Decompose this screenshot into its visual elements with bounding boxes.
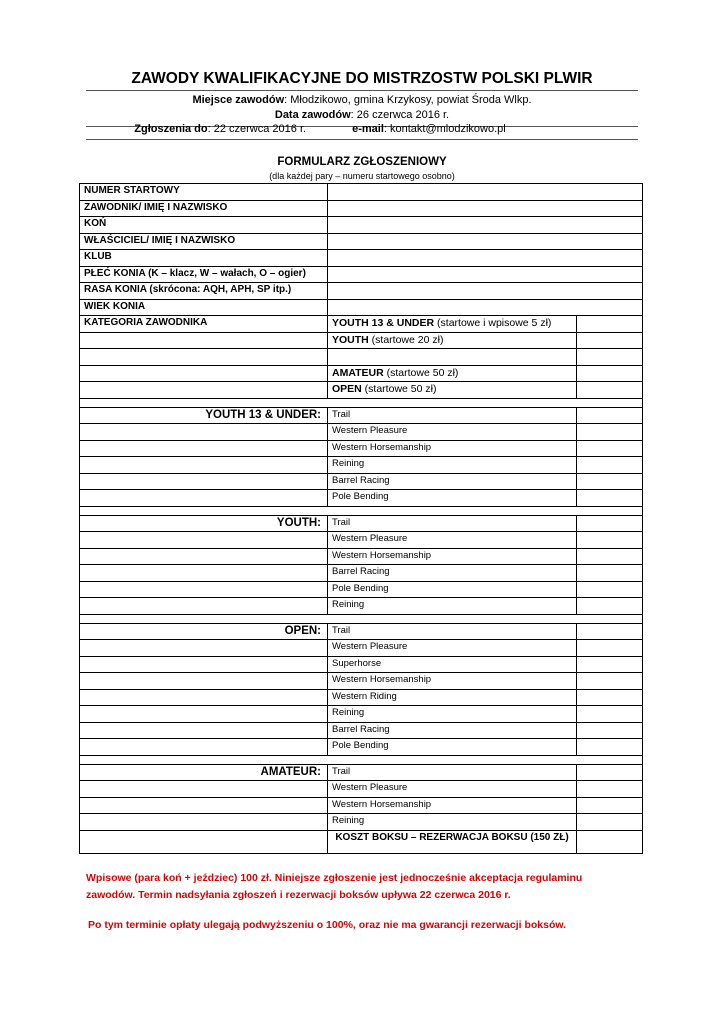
email-value: : kontakt@mlodzikowo.pl [383,123,506,135]
document-title: ZAWODY KWALIFIKACYJNE DO MISTRZOSTW POLSKI PLWIR [131,70,593,87]
penalty-note: Po tym terminie opłaty ulegają podwyższeniu o 100%, oraz nie ma gwarancji rezerwacji boksów. [88,919,567,931]
field-row [80,283,643,300]
event-checkbox[interactable] [577,764,643,781]
field-row [80,250,643,267]
event-checkbox[interactable] [577,548,643,565]
spacer-row [80,755,643,764]
date-label: Data zawodów [274,109,351,121]
event-name: Pole Bending [328,581,577,598]
event-row [80,656,643,673]
event-row [80,623,643,640]
event-row [80,581,643,598]
event-checkbox[interactable] [577,689,643,706]
field-label: RASA KONIA (skrócona: AQH, APH, SP itp.) [80,283,328,300]
category-option: OPEN (startowe 50 zł) [328,382,577,399]
field-input[interactable] [328,200,643,217]
event-checkbox[interactable] [577,781,643,798]
event-row [80,706,643,723]
event-name: Western Horsemanship [328,548,577,565]
event-checkbox[interactable] [577,706,643,723]
event-checkbox[interactable] [577,656,643,673]
field-row [80,217,643,234]
category-checkbox[interactable] [577,365,643,382]
section-label-youth: YOUTH: [80,515,328,532]
section-label-youth13: YOUTH 13 & UNDER: [80,407,328,424]
event-checkbox[interactable] [577,722,643,739]
category-option: YOUTH (startowe 20 zł) [328,332,577,349]
place-line [0,94,724,106]
category-checkbox[interactable] [577,332,643,349]
email-label: e-mail [352,123,384,135]
category-checkbox[interactable] [577,382,643,399]
header-divider [86,139,638,140]
spacer-row [80,614,643,623]
event-row [80,548,643,565]
field-input[interactable] [328,250,643,267]
deadline-line [0,123,682,135]
date-value: : 26 czerwca 2016 r. [350,109,450,121]
event-checkbox[interactable] [577,532,643,549]
field-label: WIEK KONIA [80,299,328,316]
fee-note-line1: Wpisowe (para koń + jeździec) 100 zł. Niniejsze zgłoszenie jest jednocześnie akceptacja regulaminu [86,872,583,884]
event-checkbox[interactable] [577,623,643,640]
category-checkbox[interactable] [577,316,643,333]
event-name: Reining [328,706,577,723]
category-option: AMATEUR (startowe 50 zł) [328,365,577,382]
event-row [80,407,643,424]
event-row [80,673,643,690]
event-checkbox[interactable] [577,473,643,490]
category-row [80,316,643,333]
event-name: Western Riding [328,689,577,706]
event-checkbox[interactable] [577,598,643,615]
event-checkbox[interactable] [577,814,643,831]
event-name: Western Horsemanship [328,673,577,690]
event-row [80,565,643,582]
event-name: Western Pleasure [328,424,577,441]
event-name: Reining [328,598,577,615]
deadline-label: Zgłoszenia do [134,123,208,135]
event-checkbox[interactable] [577,797,643,814]
field-label: ZAWODNIK/ IMIĘ I NAZWISKO [80,200,328,217]
category-option: YOUTH 13 & UNDER (startowe i wpisowe 5 zł) [328,316,577,333]
fee-note [86,870,646,904]
event-name: Trail [328,623,577,640]
event-row [80,440,643,457]
field-label: NUMER STARTOWY [80,184,328,201]
deadline-value: : 22 czerwca 2016 r. [207,123,307,135]
entry-form-table [79,183,643,854]
place-value: : Młodzikowo, gmina Krzykosy, powiat Środa Wlkp. [284,94,532,106]
event-row [80,457,643,474]
event-row [80,797,643,814]
event-name: Trail [328,407,577,424]
event-name: Western Pleasure [328,532,577,549]
event-checkbox[interactable] [577,673,643,690]
form-title: FORMULARZ ZGŁOSZENIOWY [277,156,447,168]
field-row [80,200,643,217]
title-divider [86,90,638,91]
event-name: Trail [328,515,577,532]
field-row [80,184,643,201]
event-row [80,532,643,549]
stall-row [80,830,643,853]
event-checkbox[interactable] [577,457,643,474]
event-row [80,781,643,798]
category-checkbox[interactable] [577,349,643,366]
field-input[interactable] [328,233,643,250]
event-name: Trail [328,764,577,781]
event-name: Western Pleasure [328,781,577,798]
event-checkbox[interactable] [577,581,643,598]
spacer-row [80,506,643,515]
event-name: Western Horsemanship [328,797,577,814]
event-name: Superhorse [328,656,577,673]
field-label: PŁEĆ KONIA (K – klacz, W – wałach, O – ogier) [80,266,328,283]
category-row [80,332,643,349]
field-row [80,266,643,283]
field-input[interactable] [328,299,643,316]
field-row [80,299,643,316]
event-name: Reining [328,457,577,474]
event-checkbox[interactable] [577,424,643,441]
field-label: WŁAŚCICIEL/ IMIĘ I NAZWISKO [80,233,328,250]
field-input[interactable] [328,184,643,201]
category-row [80,365,643,382]
event-checkbox[interactable] [577,440,643,457]
stall-reservation-label: KOSZT BOKSU – REZERWACJA BOKSU (150 ZŁ) [328,830,577,853]
field-label: KOŃ [80,217,328,234]
field-input[interactable] [328,266,643,283]
event-row [80,424,643,441]
stall-reservation-checkbox[interactable] [577,830,643,853]
spacer-row [80,398,643,407]
event-row [80,473,643,490]
event-checkbox[interactable] [577,739,643,756]
category-row [80,382,643,399]
event-name: Barrel Racing [328,473,577,490]
section-label-amateur: AMATEUR: [80,764,328,781]
event-checkbox[interactable] [577,490,643,507]
event-checkbox[interactable] [577,640,643,657]
event-name: Reining [328,814,577,831]
event-name: Western Pleasure [328,640,577,657]
event-name: Pole Bending [328,739,577,756]
event-row [80,739,643,756]
event-name: Western Horsemanship [328,440,577,457]
event-row [80,598,643,615]
date-line [0,109,724,121]
event-checkbox[interactable] [577,565,643,582]
place-label: Miejsce zawodów [192,94,285,106]
field-row [80,233,643,250]
field-input[interactable] [328,217,643,234]
event-row [80,722,643,739]
form-subtitle: (dla każdej pary – numeru startowego osobno) [269,171,455,181]
field-label: KLUB [80,250,328,267]
event-row [80,515,643,532]
event-checkbox[interactable] [577,515,643,532]
event-row [80,640,643,657]
category-row [80,349,643,366]
event-name: Pole Bending [328,490,577,507]
event-row [80,689,643,706]
field-input[interactable] [328,283,643,300]
event-row [80,764,643,781]
event-row [80,814,643,831]
event-name: Barrel Racing [328,565,577,582]
section-label-open: OPEN: [80,623,328,640]
event-row [80,490,643,507]
fee-note-line2: zawodów. Termin nadsyłania zgłoszeń i rezerwacji boksów upływa 22 czerwca 2016 r. [86,889,511,901]
event-checkbox[interactable] [577,407,643,424]
field-label: KATEGORIA ZAWODNIKA [80,316,328,333]
event-name: Barrel Racing [328,722,577,739]
